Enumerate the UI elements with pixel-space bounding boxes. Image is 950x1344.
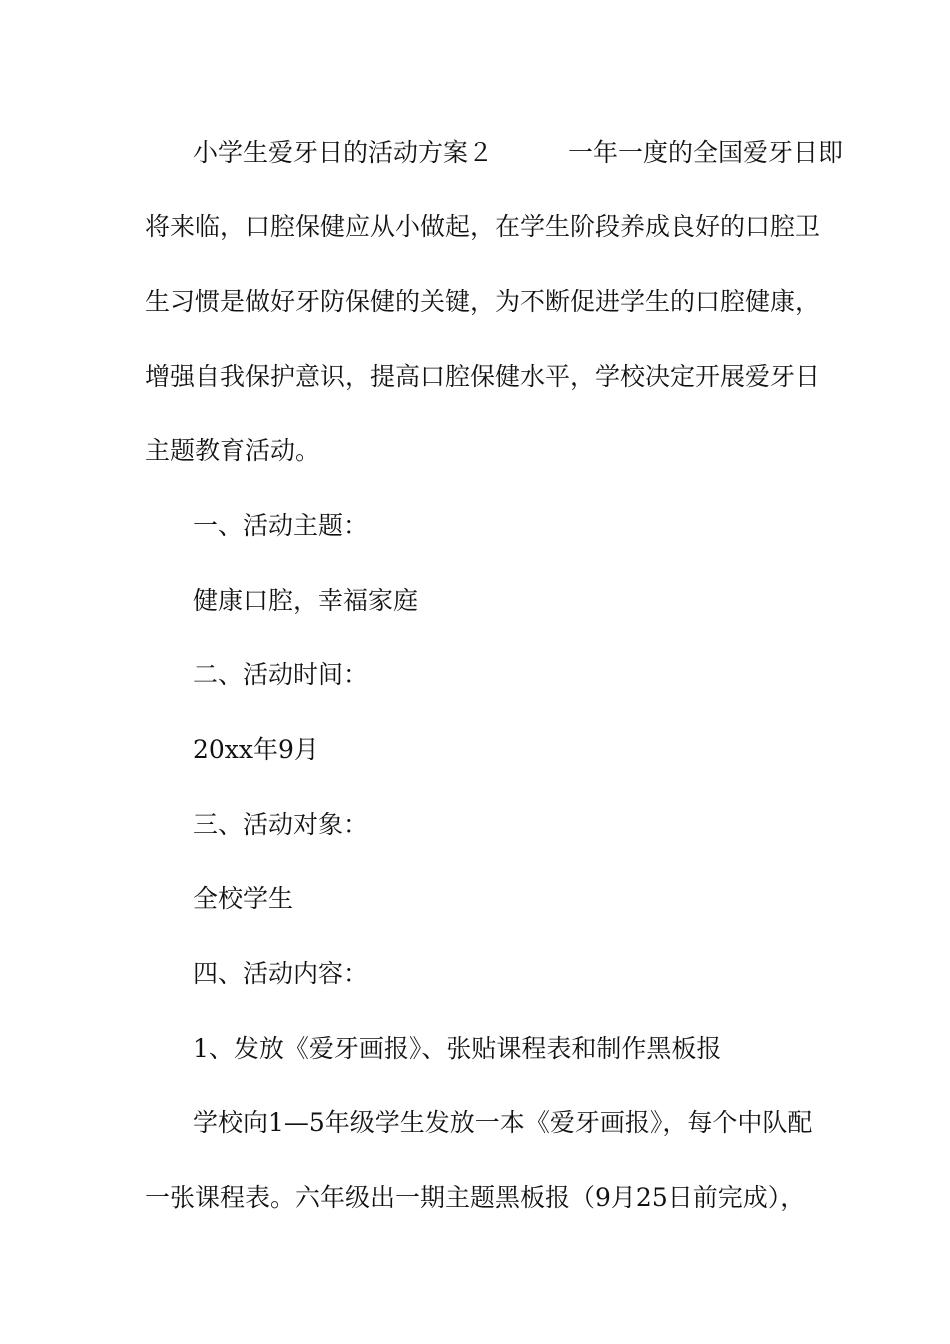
text-line: 全校学生 [193,884,294,913]
section-heading: 四、活动内容： [193,959,369,988]
text-line: 生习惯是做好牙防保健的关键，为不断促进学生的口腔健康， [145,287,821,316]
subsection-heading: 1、发放《爱牙画报》、张贴课程表和制作黑板报 [193,1034,722,1063]
text-line: 学校向1—5年级学生发放一本《爱牙画报》，每个中队配 [193,1108,813,1137]
text-line: 小学生爱牙日的活动方案２ 一年一度的全国爱牙日即 [193,138,844,167]
text-line: 将来临，口腔保健应从小做起，在学生阶段养成良好的口腔卫 [145,212,821,241]
text-line: 增强自我保护意识，提高口腔保健水平，学校决定开展爱牙日 [145,362,821,391]
section-heading: 三、活动对象： [193,810,369,839]
text-line: 一张课程表。六年级出一期主题黑板报（9月25日前完成）， [145,1183,806,1212]
section-heading: 二、活动时间： [193,660,369,689]
text-line: 主题教育活动。 [145,436,321,465]
section-heading: 一、活动主题： [193,511,369,540]
text-line: 健康口腔，幸福家庭 [193,586,419,615]
text-line: 20xx年9月 [193,735,319,764]
